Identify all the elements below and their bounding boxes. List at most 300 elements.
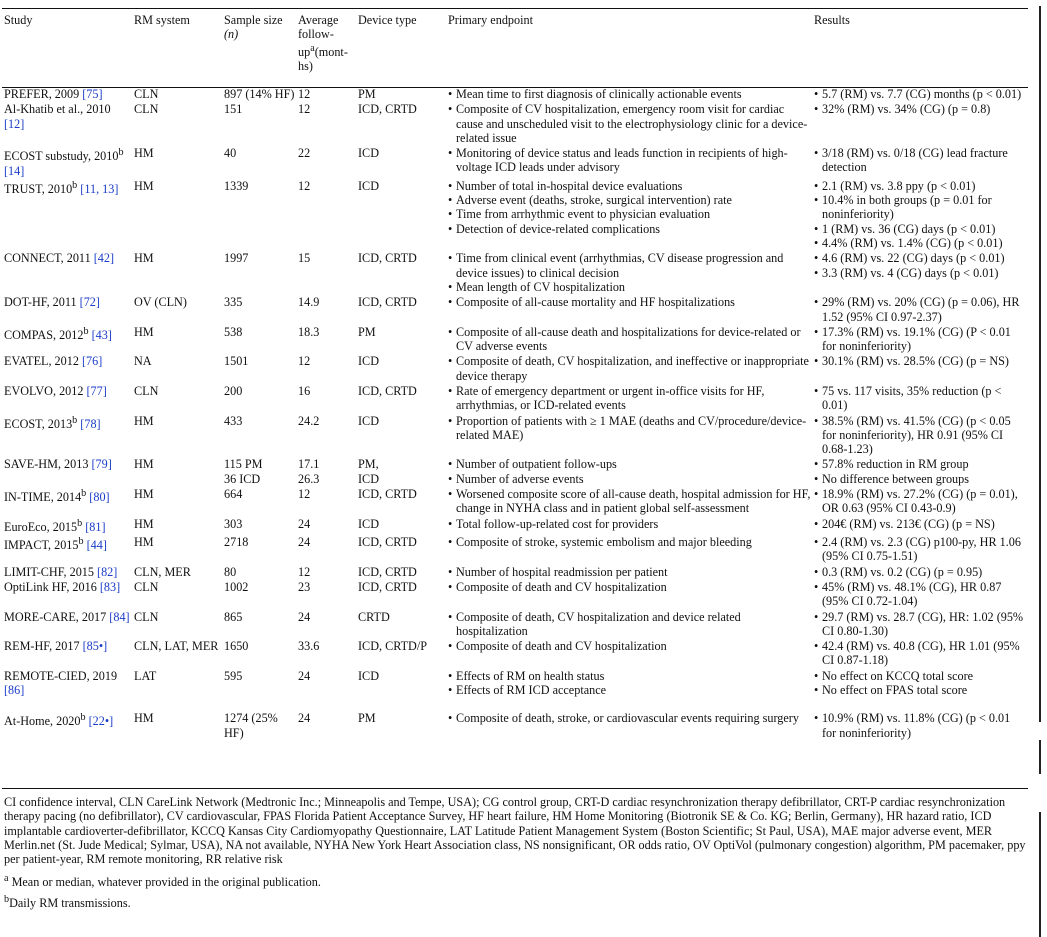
- result-list: [814, 535, 1027, 564]
- cell-sample-size: [224, 295, 298, 325]
- table-row: [4, 87, 1030, 102]
- study-name: Al-Khatib et al., 2010: [4, 102, 111, 117]
- result-item: • 10.9% (RM) vs. 11.8% (CG) (p < 0.01 for noninferiority): [814, 711, 1027, 740]
- result-list: [814, 146, 1027, 175]
- study-reference: [11, 13]: [80, 181, 119, 196]
- followup-line: 24: [298, 535, 311, 550]
- study-footnote-mark: b: [77, 517, 83, 529]
- study-name: EuroEco, 2015: [4, 519, 78, 534]
- row-gap: [4, 698, 1030, 711]
- cell-rm-system: HM: [134, 324, 154, 339]
- result-item: • 2.4 (RM) vs. 2.3 (CG) p100-py, HR 1.06 (95% CI 0.75-1.51): [814, 535, 1027, 564]
- device-type-line: ICD: [358, 413, 379, 428]
- header-results: Results: [814, 13, 850, 27]
- cell-primary-endpoint: [448, 535, 814, 565]
- device-type-line: ICD, CRTD: [358, 384, 417, 398]
- cell-rm-system: OV (CLN): [134, 295, 187, 310]
- sample-size-line: 335: [224, 295, 243, 310]
- study-reference: [85•]: [82, 639, 108, 654]
- cell-results: [814, 87, 1030, 102]
- study-footnote-mark: b: [72, 414, 78, 426]
- followup-line: 12: [298, 564, 311, 579]
- study-reference: [84]: [109, 609, 130, 624]
- cell-primary-endpoint: [448, 565, 814, 580]
- cell-results: [814, 325, 1030, 355]
- cell-primary-endpoint: [448, 354, 814, 384]
- cell-primary-endpoint: [448, 384, 814, 414]
- cell-sample-size: [224, 146, 298, 179]
- table-row: [4, 711, 1030, 741]
- endpoint-item: • Composite of death and CV hospitalization: [448, 639, 811, 653]
- endpoint-item: • Composite of all-cause mortality and HF hospitalizations: [448, 295, 811, 309]
- table-header-row: [4, 13, 1030, 87]
- table-row: [4, 517, 1030, 535]
- margin-bar: [1039, 740, 1041, 774]
- result-item: • 204€ (RM) vs. 213€ (CG) (p = NS): [814, 517, 1027, 531]
- cell-sample-size: [224, 610, 298, 640]
- study-name: IMPACT, 2015: [4, 538, 79, 553]
- result-list: [814, 414, 1027, 457]
- cell-primary-endpoint: [448, 457, 814, 487]
- study-name: At-Home, 2020: [4, 714, 81, 729]
- studies-table: [4, 13, 1030, 741]
- endpoint-item: • Composite of death, CV hospitalization, and ineffective or inappropriate device therapy: [448, 354, 811, 383]
- cell-rm-system: LAT: [134, 668, 157, 683]
- result-item: • 4.4% (RM) vs. 1.4% (CG) (p < 0.01): [814, 236, 1027, 250]
- cell-sample-size: [224, 669, 298, 699]
- study-name: ECOST substudy, 2010: [4, 149, 119, 164]
- cell-device-type: [358, 325, 448, 355]
- cell-primary-endpoint: [448, 102, 814, 146]
- device-type-line: ICD: [358, 471, 379, 486]
- cell-sample-size: [224, 535, 298, 565]
- followup-line: 12: [298, 354, 311, 369]
- endpoint-item: • Mean time to first diagnosis of clinically actionable events: [448, 87, 811, 101]
- study-reference: [72]: [79, 295, 100, 310]
- cell-rm-system: HM: [134, 457, 154, 472]
- study-name: SAVE-HM, 2013: [4, 457, 89, 472]
- gap-cell: [448, 698, 814, 711]
- table-row: [4, 457, 1030, 487]
- result-item: • 42.4 (RM) vs. 40.8 (CG), HR 1.01 (95% CI 0.87-1.18): [814, 639, 1027, 668]
- result-list: [814, 517, 1027, 531]
- cell-device-type: [358, 565, 448, 580]
- study-name: TRUST, 2010: [4, 181, 73, 196]
- cell-primary-endpoint: [448, 179, 814, 251]
- endpoint-item: • Total follow-up-related cost for providers: [448, 517, 811, 531]
- endpoint-list: [448, 179, 811, 236]
- cell-sample-size: [224, 87, 298, 102]
- table-row: [4, 580, 1030, 610]
- study-reference: [79]: [91, 457, 112, 472]
- cell-sample-size: [224, 457, 298, 487]
- study-reference: [76]: [81, 354, 103, 369]
- cell-sample-size: [224, 414, 298, 458]
- study-reference: [43]: [91, 327, 112, 342]
- cell-results: [814, 517, 1030, 535]
- study-reference: [42]: [93, 251, 115, 266]
- study-reference: [80]: [89, 490, 110, 505]
- result-list: [814, 669, 1027, 698]
- result-item: • 17.3% (RM) vs. 19.1% (CG) (P < 0.01 for noninferiority): [814, 325, 1027, 354]
- sample-size-line: 115 PM: [224, 457, 263, 472]
- footnote-abbreviations: CI confidence interval, CLN CareLink Network (Medtronic Inc.; Minneapolis and Tempe, USA); CG control group, CRT-D cardiac resynchronization therapy defibrillator, CRT-P cardiac resynchronization therapy pacing (no defibrillator), CV cardiovascular, FPAS Florida Patient Acceptance Survey, HF heart failure, HM Home Monitoring (Biotronik SE & Co. KG; Berlin, Germany), HR hazard ratio, ICD implantable cardioverter-defibrillator, KCCQ Kansas City Cardiomyopathy Questionnaire, LAT Latitude Patient Management System (Boston Scientific; St Paul, USA), MAE major adverse event, MER Merlin.net (St. Jude Medical; Sylmar, USA), NA not available, NYHA New York Heart Association class, NS nonsignificant, OR odds ratio, OV OptiVol (pulmonary congestion) algorithm, PM pacemaker, ppy per patient-year, RM remote monitoring, RR relative risk: [4, 795, 1026, 867]
- cell-rm-system: HM: [134, 535, 154, 550]
- cell-study: [4, 457, 134, 487]
- endpoint-list: [448, 457, 811, 486]
- study-reference: [12]: [4, 116, 25, 131]
- result-list: [814, 251, 1027, 280]
- study-reference: [44]: [86, 538, 107, 553]
- study-footnote-mark: b: [78, 536, 84, 548]
- cell-followup: [298, 517, 358, 535]
- endpoint-list: [448, 669, 811, 698]
- sample-size-line: 865: [224, 609, 243, 624]
- device-type-line: PM: [358, 324, 376, 339]
- result-item: • 10.4% in both groups (p = 0.01 for noninferiority): [814, 193, 1027, 222]
- cell-rm-system: CLN: [134, 579, 159, 594]
- study-footnote-mark: b: [80, 712, 86, 724]
- cell-study: [4, 487, 134, 517]
- header-study: Study: [4, 13, 33, 27]
- endpoint-list: [448, 146, 811, 175]
- study-footnote-mark: b: [81, 488, 87, 500]
- cell-study: [4, 610, 134, 640]
- gap-cell: [224, 698, 298, 711]
- cell-primary-endpoint: [448, 517, 814, 535]
- cell-study: [4, 102, 134, 146]
- header-device-type: Device type: [358, 13, 417, 27]
- result-item: • 29% (RM) vs. 20% (CG) (p = 0.06), HR 1.52 (95% CI 0.97-2.37): [814, 295, 1027, 324]
- cell-device-type: [358, 414, 448, 458]
- cell-study: [4, 565, 134, 580]
- endpoint-item: • Adverse event (deaths, stroke, surgical intervention) rate: [448, 193, 811, 207]
- study-name: REMOTE-CIED, 2019: [4, 668, 118, 683]
- endpoint-item: • Worsened composite score of all-cause death, hospital admission for HF, change in NYHA class and in patient global self-assessment: [448, 487, 811, 516]
- followup-line: 18.3: [298, 324, 320, 339]
- cell-followup: [298, 535, 358, 565]
- result-item: • 30.1% (RM) vs. 28.5% (CG) (p = NS): [814, 354, 1027, 368]
- endpoint-item: • Number of adverse events: [448, 472, 811, 486]
- cell-study: [4, 414, 134, 458]
- cell-study: [4, 295, 134, 325]
- result-list: [814, 457, 1027, 486]
- cell-sample-size: [224, 102, 298, 146]
- cell-rm-system: NA: [134, 354, 152, 369]
- cell-results: [814, 295, 1030, 325]
- cell-primary-endpoint: [448, 414, 814, 458]
- study-footnote-mark: b: [118, 147, 124, 159]
- cell-followup: [298, 179, 358, 251]
- followup-line: 15: [298, 251, 311, 266]
- cell-device-type: [358, 580, 448, 610]
- cell-rm-system: HM: [134, 711, 154, 726]
- table-row: [4, 354, 1030, 384]
- cell-device-type: [358, 87, 448, 102]
- study-reference: [75]: [82, 87, 103, 101]
- result-item: • 18.9% (RM) vs. 27.2% (CG) (p = 0.01), OR 0.63 (95% CI 0.43-0.9): [814, 487, 1027, 516]
- cell-primary-endpoint: [448, 639, 814, 669]
- table-row: [4, 414, 1030, 458]
- cell-followup: [298, 580, 358, 610]
- cell-followup: [298, 610, 358, 640]
- cell-device-type: [358, 517, 448, 535]
- result-item: • 5.7 (RM) vs. 7.7 (CG) months (p < 0.01): [814, 87, 1027, 101]
- cell-sample-size: [224, 711, 298, 741]
- sample-size-line: 200: [224, 384, 243, 398]
- endpoint-list: [448, 251, 811, 294]
- cell-results: [814, 580, 1030, 610]
- followup-line: 24.2: [298, 413, 320, 428]
- endpoint-item: • Composite of stroke, systemic embolism and major bleeding: [448, 535, 811, 549]
- table-bottom-rule: [2, 788, 1028, 789]
- cell-followup: [298, 251, 358, 295]
- endpoint-item: • Number of outpatient follow-ups: [448, 457, 811, 471]
- endpoint-list: [448, 580, 811, 594]
- followup-line: 24: [298, 668, 311, 683]
- cell-followup: [298, 669, 358, 699]
- endpoint-list: [448, 565, 811, 579]
- table-row: [4, 146, 1030, 179]
- endpoint-list: [448, 325, 811, 354]
- header-rm-system: RM system: [134, 13, 190, 27]
- sample-size-line: 1002: [224, 579, 249, 594]
- cell-followup: [298, 639, 358, 669]
- cell-device-type: [358, 639, 448, 669]
- cell-study: [4, 354, 134, 384]
- device-type-line: ICD: [358, 668, 379, 683]
- cell-rm-system: HM: [134, 413, 154, 428]
- cell-rm-system: CLN, MER: [134, 564, 191, 579]
- device-type-line: PM,: [358, 457, 379, 472]
- study-footnote-mark: b: [83, 325, 89, 337]
- cell-rm-system: HM: [134, 487, 154, 502]
- cell-primary-endpoint: [448, 87, 814, 102]
- cell-rm-system: HM: [134, 251, 154, 266]
- endpoint-item: • Number of hospital readmission per patient: [448, 565, 811, 579]
- cell-device-type: [358, 669, 448, 699]
- table-row: [4, 102, 1030, 146]
- cell-results: [814, 102, 1030, 146]
- endpoint-list: [448, 711, 811, 725]
- cell-study: [4, 669, 134, 699]
- sample-size-line: 1501: [224, 354, 249, 369]
- cell-results: [814, 414, 1030, 458]
- gap-cell: [4, 698, 134, 711]
- device-type-line: PM: [358, 87, 376, 101]
- result-item: • 32% (RM) vs. 34% (CG) (p = 0.8): [814, 102, 1027, 116]
- result-item: • 75 vs. 117 visits, 35% reduction (p < 0.01): [814, 384, 1027, 413]
- cell-sample-size: [224, 251, 298, 295]
- study-reference: [77]: [86, 384, 107, 398]
- device-type-line: ICD, CRTD: [358, 102, 417, 117]
- study-reference: [82]: [97, 564, 118, 579]
- endpoint-list: [448, 295, 811, 309]
- endpoint-item: • Time from arrhythmic event to physician evaluation: [448, 207, 811, 221]
- cell-sample-size: [224, 580, 298, 610]
- sample-size-line: 151: [224, 102, 243, 117]
- cell-results: [814, 711, 1030, 741]
- result-item: • 45% (RM) vs. 48.1% (CG), HR 0.87 (95% CI 0.72-1.04): [814, 580, 1027, 609]
- endpoint-item: • Detection of device-related complications: [448, 222, 811, 236]
- endpoint-item: • Proportion of patients with ≥ 1 MAE (deaths and CV/procedure/device-related MAE): [448, 414, 811, 443]
- cell-rm-system: HM: [134, 516, 154, 531]
- followup-line: 24: [298, 516, 311, 531]
- study-name: DOT-HF, 2011: [4, 295, 77, 310]
- gap-cell: [814, 698, 1030, 711]
- result-list: [814, 295, 1027, 324]
- followup-line: 23: [298, 579, 311, 594]
- endpoint-item: • Composite of all-cause death and hospitalizations for device-related or CV adverse events: [448, 325, 811, 354]
- followup-line: 16: [298, 384, 311, 398]
- cell-results: [814, 457, 1030, 487]
- header-sample-size: Sample size (n): [224, 13, 283, 42]
- sample-size-line: 664: [224, 487, 243, 502]
- cell-results: [814, 669, 1030, 699]
- study-footnote-mark: b: [72, 179, 78, 191]
- cell-sample-size: [224, 517, 298, 535]
- device-type-line: ICD, CRTD: [358, 295, 417, 310]
- cell-device-type: [358, 354, 448, 384]
- result-list: [814, 487, 1027, 516]
- table-row: [4, 295, 1030, 325]
- result-item: • No effect on FPAS total score: [814, 683, 1027, 697]
- study-name: EVATEL, 2012: [4, 354, 79, 369]
- sample-size-line: 303: [224, 516, 243, 531]
- study-name: LIMIT-CHF, 2015: [4, 564, 94, 579]
- cell-results: [814, 565, 1030, 580]
- cell-primary-endpoint: [448, 580, 814, 610]
- cell-study: [4, 179, 134, 251]
- followup-line: 24: [298, 609, 311, 624]
- footnote-a: $^a$ Mean or median, whatever provided in the original publication.: [4, 873, 321, 890]
- cell-followup: [298, 295, 358, 325]
- result-item: • No effect on KCCQ total score: [814, 669, 1027, 683]
- cell-rm-system: CLN: [134, 87, 159, 101]
- endpoint-list: [448, 487, 811, 516]
- endpoint-item: • Composite of death, stroke, or cardiovascular events requiring surgery: [448, 711, 811, 725]
- study-reference: [14]: [4, 163, 25, 178]
- study-name: COMPAS, 2012: [4, 327, 84, 342]
- device-type-line: ICD: [358, 354, 379, 369]
- study-name: EVOLVO, 2012: [4, 384, 84, 398]
- cell-study: [4, 580, 134, 610]
- endpoint-item: • Composite of CV hospitalization, emergency room visit for cardiac cause and unscheduled visit to the electrophysiology clinic for a device-related issue: [448, 102, 811, 145]
- sample-size-line: 1997: [224, 251, 249, 266]
- device-type-line: CRTD: [358, 609, 390, 624]
- cell-study: [4, 517, 134, 535]
- result-item: • 2.1 (RM) vs. 3.8 ppy (p < 0.01): [814, 179, 1027, 193]
- followup-line: 12: [298, 87, 311, 101]
- device-type-line: ICD, CRTD: [358, 535, 417, 550]
- endpoint-list: [448, 87, 811, 101]
- table-row: [4, 251, 1030, 295]
- cell-study: [4, 384, 134, 414]
- cell-followup: [298, 565, 358, 580]
- sample-size-line: 595: [224, 668, 243, 683]
- table-row: [4, 179, 1030, 251]
- table-row: [4, 384, 1030, 414]
- cell-study: [4, 325, 134, 355]
- study-name: MORE-CARE, 2017: [4, 609, 107, 624]
- cell-results: [814, 384, 1030, 414]
- cell-primary-endpoint: [448, 295, 814, 325]
- endpoint-item: • Mean length of CV hospitalization: [448, 280, 811, 294]
- cell-followup: [298, 414, 358, 458]
- cell-sample-size: [224, 384, 298, 414]
- cell-rm-system: CLN, LAT, MER: [134, 639, 219, 654]
- cell-primary-endpoint: [448, 325, 814, 355]
- endpoint-item: • Time from clinical event (arrhythmias, CV disease progression and device issues) to clinical decision: [448, 251, 811, 280]
- cell-rm-system: HM: [134, 146, 154, 161]
- followup-line: 17.1: [298, 457, 320, 472]
- cell-study: [4, 87, 134, 102]
- cell-followup: [298, 102, 358, 146]
- cell-primary-endpoint: [448, 669, 814, 699]
- cell-primary-endpoint: [448, 146, 814, 179]
- cell-results: [814, 251, 1030, 295]
- cell-primary-endpoint: [448, 610, 814, 640]
- cell-sample-size: [224, 565, 298, 580]
- cell-followup: [298, 384, 358, 414]
- table-row: [4, 639, 1030, 669]
- study-reference: [83]: [99, 579, 121, 594]
- followup-line: 24: [298, 711, 311, 726]
- gap-cell: [134, 698, 224, 711]
- endpoint-item: • Composite of death and CV hospitalization: [448, 580, 811, 594]
- footnote-b: $^b$Daily RM transmissions.: [4, 893, 131, 910]
- cell-results: [814, 487, 1030, 517]
- table-row: [4, 535, 1030, 565]
- table-row: [4, 610, 1030, 640]
- cell-device-type: [358, 610, 448, 640]
- followup-line: 12: [298, 487, 311, 502]
- study-reference: [22•]: [88, 714, 114, 729]
- study-name: OptiLink HF, 2016: [4, 579, 97, 594]
- cell-primary-endpoint: [448, 251, 814, 295]
- study-name: ECOST, 2013: [4, 416, 73, 431]
- cell-rm-system: HM: [134, 178, 154, 193]
- result-list: [814, 565, 1027, 579]
- followup-line: 22: [298, 146, 311, 161]
- cell-device-type: [358, 457, 448, 487]
- cell-device-type: [358, 711, 448, 741]
- result-list: [814, 87, 1027, 101]
- cell-device-type: [358, 102, 448, 146]
- device-type-line: PM: [358, 711, 376, 726]
- device-type-line: ICD: [358, 178, 379, 193]
- cell-results: [814, 535, 1030, 565]
- study-name: CONNECT, 2011: [4, 251, 91, 266]
- endpoint-item: • Rate of emergency department or urgent in-office visits for HF, arrhythmias, or ICD-related events: [448, 384, 811, 413]
- cell-primary-endpoint: [448, 711, 814, 741]
- endpoint-list: [448, 535, 811, 549]
- endpoint-list: [448, 384, 811, 413]
- followup-line: 26.3: [298, 471, 320, 486]
- cell-study: [4, 535, 134, 565]
- sample-size-line: 433: [224, 413, 243, 428]
- study-reference: [78]: [80, 416, 101, 431]
- cell-device-type: [358, 251, 448, 295]
- study-name: PREFER, 2009: [4, 87, 80, 101]
- result-list: [814, 384, 1027, 413]
- cell-results: [814, 610, 1030, 640]
- followup-line: 12: [298, 178, 311, 193]
- endpoint-item: • Effects of RM ICD acceptance: [448, 683, 811, 697]
- cell-followup: [298, 87, 358, 102]
- cell-rm-system: CLN: [134, 102, 159, 117]
- endpoint-item: • Monitoring of device status and leads function in recipients of high-voltage ICD leads under advisory: [448, 146, 811, 175]
